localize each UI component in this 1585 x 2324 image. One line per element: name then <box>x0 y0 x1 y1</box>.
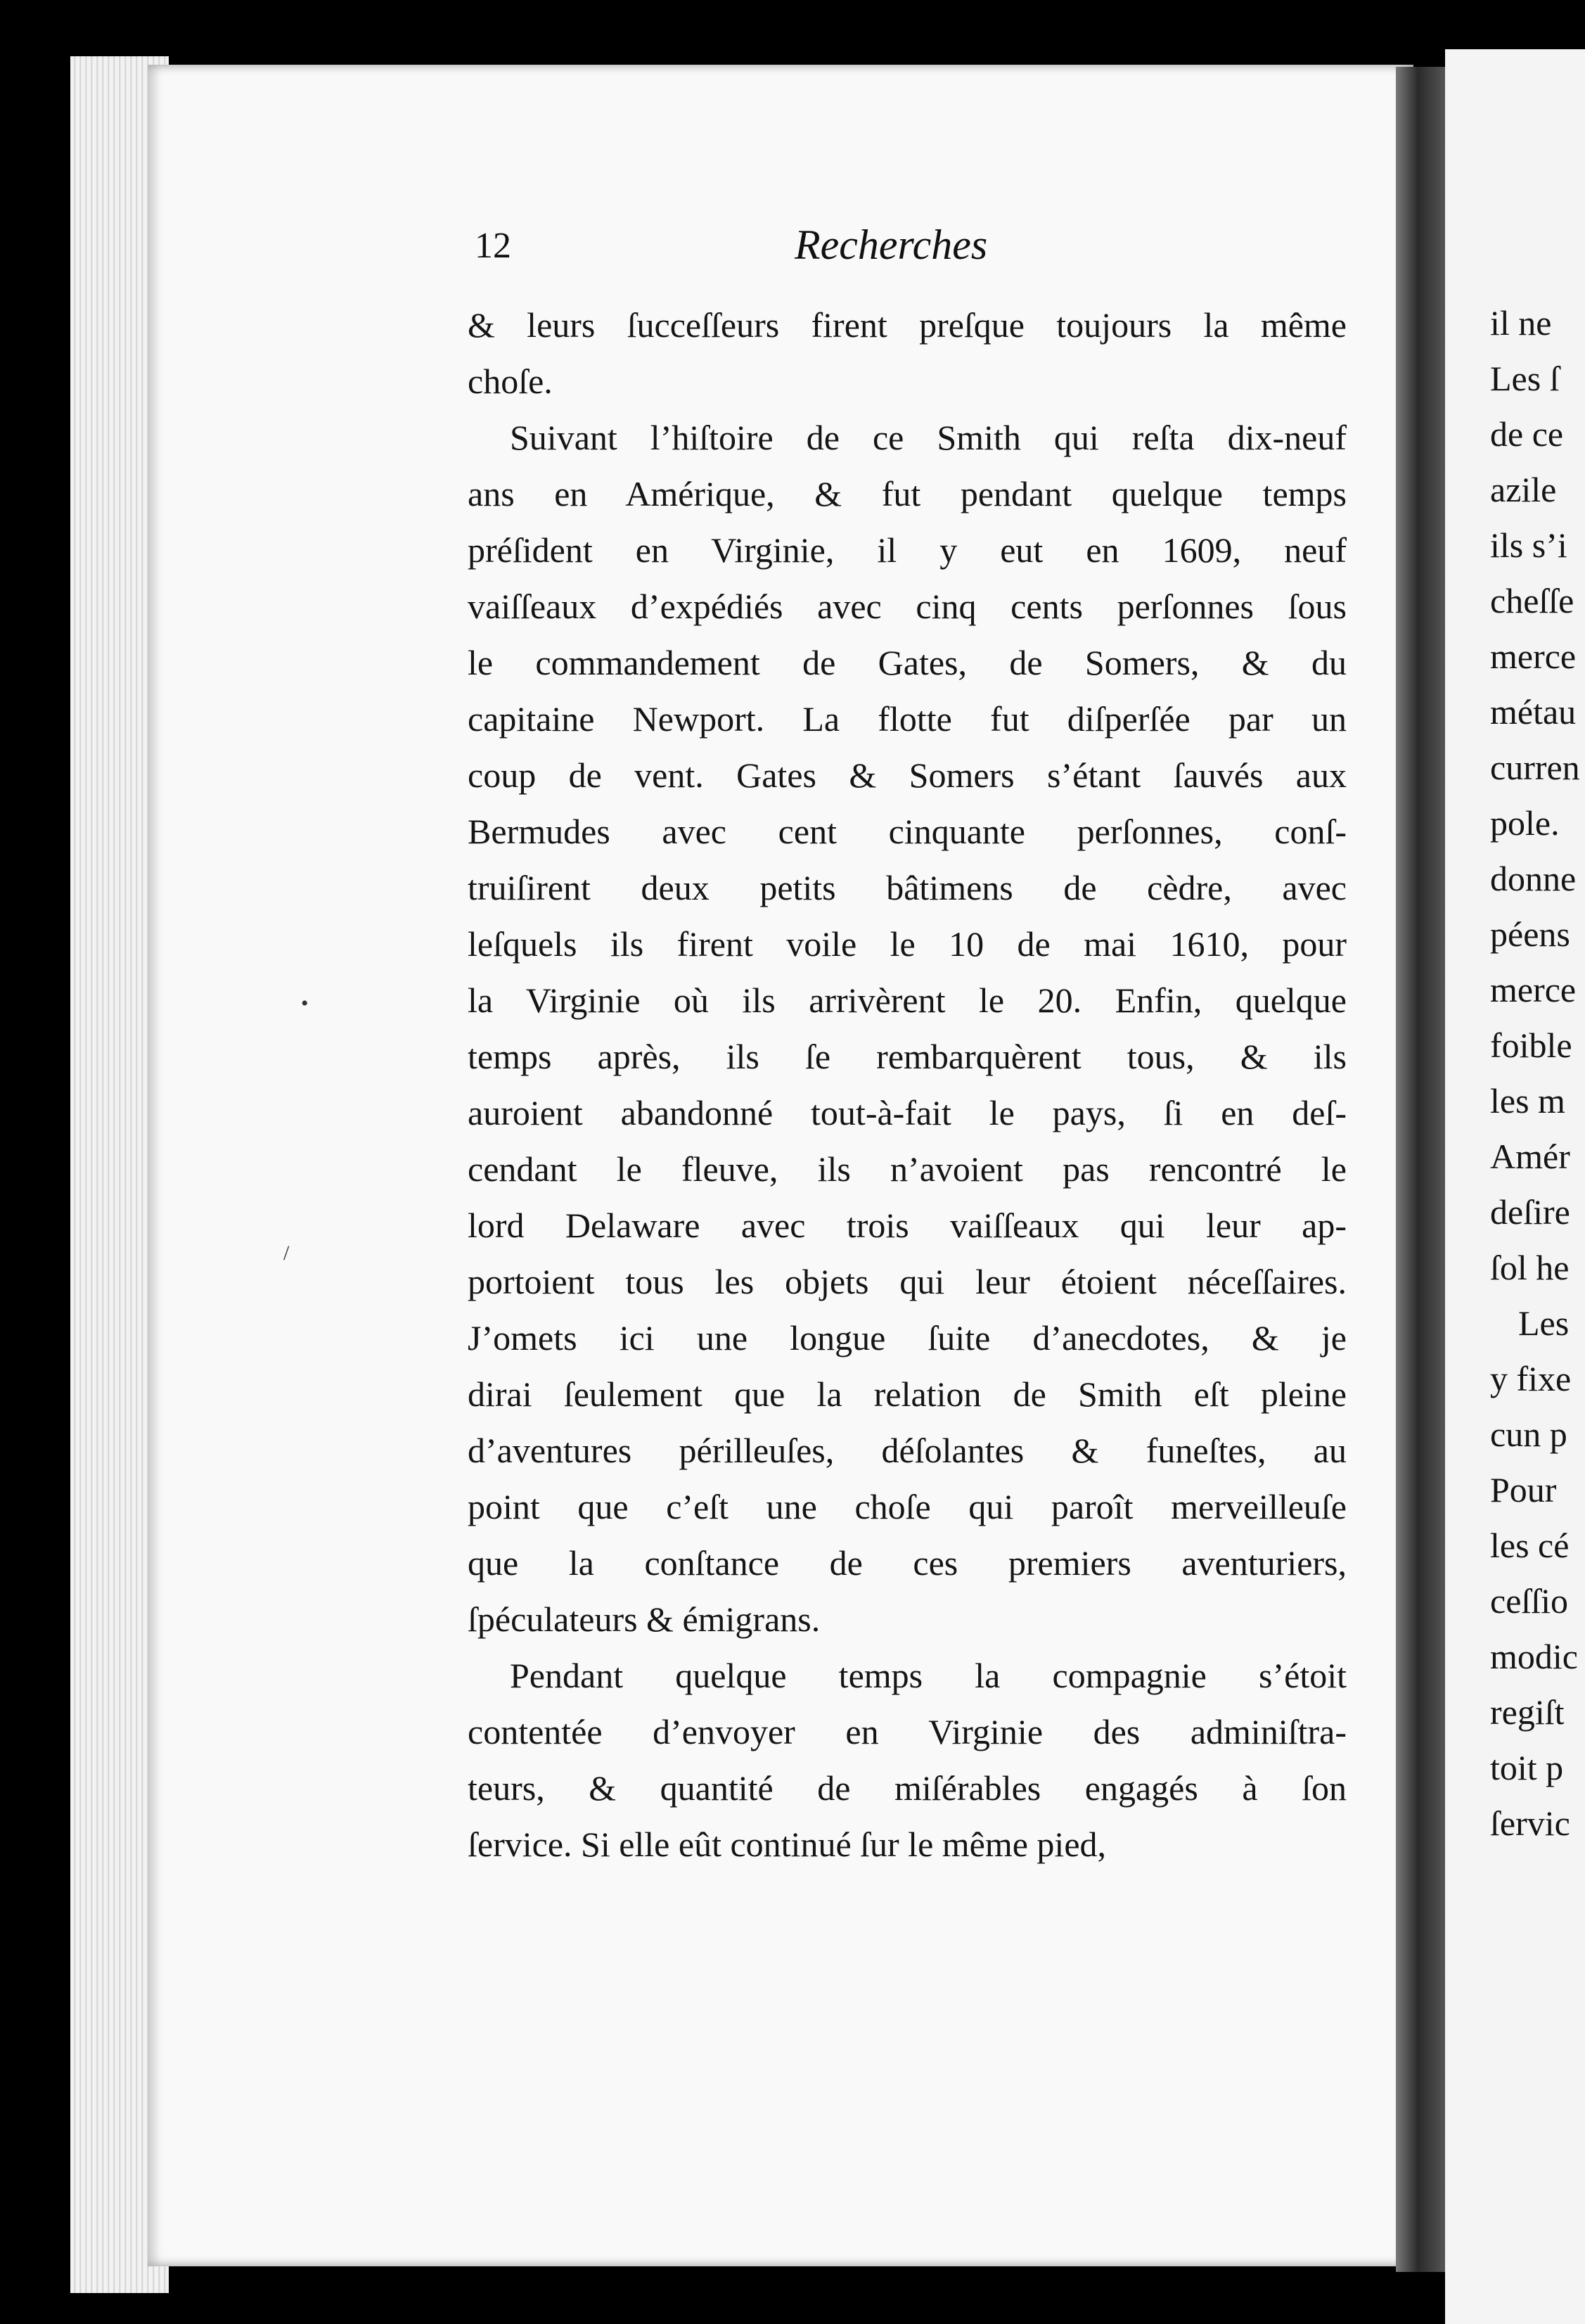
text-line: Pendant quelque temps la compagnie s’étoit <box>510 1656 1347 1695</box>
text-line: leſquels ils firent voile le 10 de mai 1610, pour <box>468 924 1347 964</box>
facing-page-line: Les ſ <box>1490 359 1560 398</box>
facing-page-line: azile <box>1490 470 1557 509</box>
text-line: cendant le fleuve, ils n’avoient pas rencontré le <box>468 1149 1347 1189</box>
text-line: dirai ſeulement que la relation de Smith eſt pleine <box>468 1374 1347 1414</box>
facing-page-text <box>1490 295 1580 1851</box>
text-line: choſe. <box>468 362 553 401</box>
text-line: d’aventures périlleuſes, déſolantes & funeſtes, au <box>468 1431 1347 1470</box>
text-line: Bermudes avec cent cinquante perſonnes, conſ- <box>468 812 1347 851</box>
text-line: J’omets ici une longue ſuite d’anecdotes, & je <box>468 1318 1347 1358</box>
text-line: Suivant l’hiſtoire de ce Smith qui reſta dix-neuf <box>510 418 1347 457</box>
facing-page-line: cun p <box>1490 1415 1567 1454</box>
facing-page-line: y fixe <box>1490 1359 1572 1398</box>
running-head <box>475 222 1248 281</box>
facing-page-line: ceſſio <box>1490 1581 1569 1621</box>
text-line: préſident en Virginie, il y eut en 1609, neuf <box>468 530 1347 570</box>
text-line: point que c’eſt une choſe qui paroît merveilleuſe <box>468 1487 1347 1526</box>
running-title: Recherches <box>795 222 988 268</box>
facing-page-line: deſire <box>1490 1192 1570 1232</box>
facing-page-line: Amér <box>1490 1137 1570 1176</box>
facing-page-line: merce <box>1490 970 1577 1009</box>
facing-page-line: les cé <box>1490 1526 1570 1565</box>
facing-page-line: toit p <box>1490 1748 1564 1787</box>
text-line: truiſirent deux petits bâtimens de cèdre, avec <box>468 868 1347 907</box>
facing-page-line: modic <box>1490 1637 1578 1676</box>
facing-page-line: les m <box>1490 1081 1565 1120</box>
text-line: teurs, & quantité de miſérables engagés à ſon <box>468 1768 1347 1808</box>
text-line: temps après, ils ſe rembarquèrent tous, & ils <box>468 1037 1347 1076</box>
facing-page-line: foible <box>1490 1026 1572 1065</box>
margin-stroke-mark: / <box>283 1241 290 1265</box>
facing-page-line: ſol he <box>1490 1248 1570 1287</box>
facing-page-line: ils s’i <box>1490 525 1567 565</box>
page-number: 12 <box>475 226 511 266</box>
facing-page-line: donne <box>1490 859 1577 898</box>
text-line: vaiſſeaux d’expédiés avec cinq cents perſonnes ſous <box>468 587 1347 626</box>
facing-page <box>1445 49 1585 2324</box>
facing-page-line: regiſt <box>1490 1692 1565 1732</box>
facing-page-line: ſervic <box>1490 1803 1570 1843</box>
facing-page-line: cheſſe <box>1490 581 1574 620</box>
text-line: ſpéculateurs & émigrans. <box>468 1600 821 1639</box>
text-line: le commandement de Gates, de Somers, & du <box>468 643 1347 682</box>
text-line: portoient tous les objets qui leur étoient néceſſaires. <box>468 1262 1347 1301</box>
text-line: & leurs ſucceſſeurs firent preſque toujours la même <box>468 305 1347 345</box>
text-line: que la conſtance de ces premiers aventuriers, <box>468 1543 1347 1583</box>
text-line: lord Delaware avec trois vaiſſeaux qui leur ap- <box>468 1206 1347 1245</box>
text-line: capitaine Newport. La flotte fut diſperſée par un <box>468 699 1347 739</box>
book-gutter <box>1396 67 1445 2272</box>
text-line: contentée d’envoyer en Virginie des adminiſtra- <box>468 1712 1347 1751</box>
facing-page-line: il ne <box>1490 303 1552 343</box>
facing-page-line: de ce <box>1490 414 1564 454</box>
text-line: ans en Amérique, & fut pendant quelque temps <box>468 474 1347 513</box>
text-line: coup de vent. Gates & Somers s’étant ſauvés aux <box>468 755 1347 795</box>
facing-page-line: curren <box>1490 748 1580 787</box>
facing-page-line: Les <box>1518 1303 1570 1343</box>
facing-page-line: merce <box>1490 637 1577 676</box>
facing-page-line: Pour <box>1490 1470 1557 1509</box>
facing-page-line: péens <box>1490 914 1570 954</box>
margin-dot-mark: • <box>301 992 309 1015</box>
text-line: ſervice. Si elle eût continué ſur le même pied, <box>468 1825 1107 1864</box>
text-line: la Virginie où ils arrivèrent le 20. Enfin, quelque <box>468 981 1347 1020</box>
facing-page-line: métau <box>1490 692 1577 732</box>
facing-page-line: pole. <box>1490 803 1560 843</box>
body-text <box>468 297 1347 1872</box>
text-line: auroient abandonné tout-à-fait le pays, ſi en deſ- <box>468 1093 1347 1132</box>
